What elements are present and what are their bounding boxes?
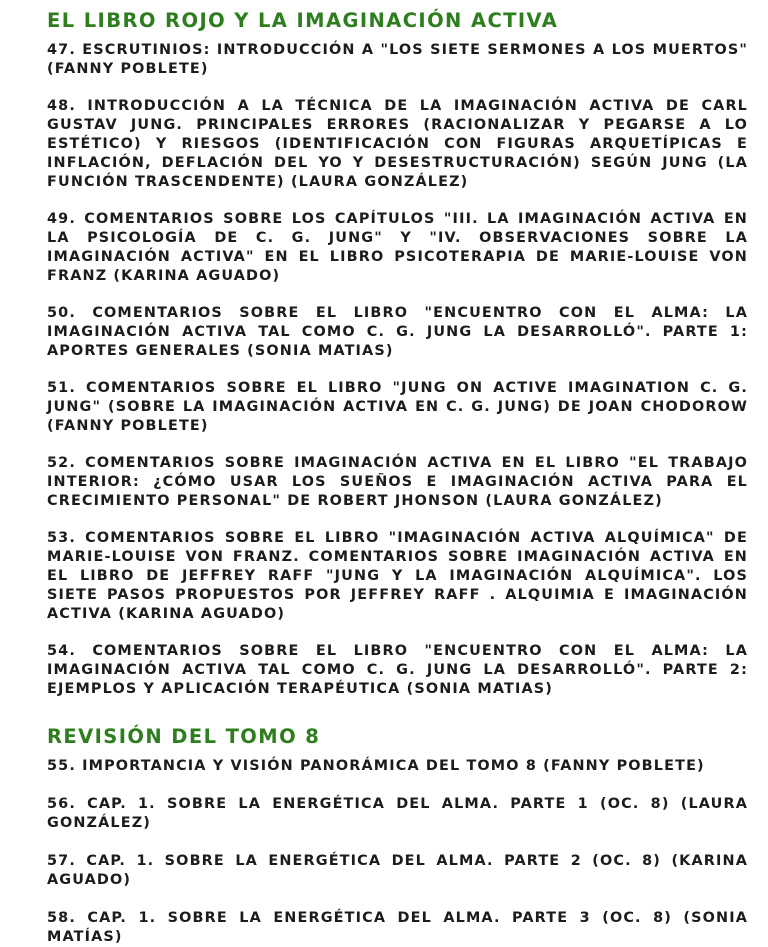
list-item: 53. COMENTARIOS SOBRE EL LIBRO "IMAGINACIÓN ACTIVA ALQUÍMICA" DE MARIE-LOUISE VON FRANZ. COMENTARIOS SOBRE IMAGINACIÓN ACTIVA EN EL LIBRO DE JEFFREY RAFF "JUNG Y LA IMAGINACIÓN ALQUÍMICA". LOS SIETE PASOS PROPUESTOS POR JEFFREY RAFF . ALQUIMIA E IMAGINACIÓN ACTIVA (KARINA AGUADO) [47,530,748,622]
section-revision-tomo-8 [47,724,748,947]
list-item: 54. COMENTARIOS SOBRE EL LIBRO "ENCUENTRO CON EL ALMA: LA IMAGINACIÓN ACTIVA TAL COMO C. G. JUNG LA DESARROLLÓ". PARTE 2: EJEMPLOS Y APLICACIÓN TERAPÉUTICA (SONIA MATIAS) [47,643,748,697]
list-item: 50. COMENTARIOS SOBRE EL LIBRO "ENCUENTRO CON EL ALMA: LA IMAGINACIÓN ACTIVA TAL COMO C. G. JUNG LA DESARROLLÓ". PARTE 1: APORTES GENERALES (SONIA MATIAS) [47,305,748,359]
list-item: 47. ESCRUTINIOS: INTRODUCCIÓN A "LOS SIETE SERMONES A LOS MUERTOS" (FANNY POBLETE) [47,42,748,77]
list-item: 52. COMENTARIOS SOBRE IMAGINACIÓN ACTIVA EN EL LIBRO "EL TRABAJO INTERIOR: ¿CÓMO USAR LOS SUEÑOS E IMAGINACIÓN ACTIVA PARA EL CRECIMIENTO PERSONAL" DE ROBERT JHONSON (LAURA GONZÁLEZ) [47,455,748,509]
section-libro-rojo [47,8,748,699]
list-item: 56. CAP. 1. SOBRE LA ENERGÉTICA DEL ALMA. PARTE 1 (OC. 8) (LAURA GONZÁLEZ) [47,796,748,831]
list-item: 58. CAP. 1. SOBRE LA ENERGÉTICA DEL ALMA. PARTE 3 (OC. 8) (SONIA MATÍAS) [47,910,748,945]
list-item: 57. CAP. 1. SOBRE LA ENERGÉTICA DEL ALMA. PARTE 2 (OC. 8) (KARINA AGUADO) [47,853,748,888]
list-item: 49. COMENTARIOS SOBRE LOS CAPÍTULOS "III. LA IMAGINACIÓN ACTIVA EN LA PSICOLOGÍA DE C. G. JUNG" Y "IV. OBSERVACIONES SOBRE LA IMAGINACIÓN ACTIVA" EN EL LIBRO PSICOTERAPIA DE MARIE-LOUISE VON FRANZ (KARINA AGUADO) [47,211,748,284]
list-item: 55. IMPORTANCIA Y VISIÓN PANORÁMICA DEL TOMO 8 (FANNY POBLETE) [47,758,705,774]
list-item: 48. INTRODUCCIÓN A LA TÉCNICA DE LA IMAGINACIÓN ACTIVA DE CARL GUSTAV JUNG. PRINCIPALES ERRORES (RACIONALIZAR Y PEGARSE A LO ESTÉTICO) Y RIESGOS (IDENTIFICACIÓN CON FIGURAS ARQUETÍPICAS E INFLACIÓN, DEFLACIÓN DEL YO Y DESESTRUCTURACIÓN) SEGÚN JUNG (LA FUNCIÓN TRASCENDENTE) (LAURA GONZÁLEZ) [47,98,748,190]
section-heading: REVISIÓN DEL TOMO 8 [47,725,321,748]
section-heading: EL LIBRO ROJO Y LA IMAGINACIÓN ACTIVA [47,9,559,32]
list-item: 51. COMENTARIOS SOBRE EL LIBRO "JUNG ON ACTIVE IMAGINATION C. G. JUNG" (SOBRE LA IMAGINACIÓN ACTIVA EN C. G. JUNG) DE JOAN CHODOROW (FANNY POBLETE) [47,380,748,434]
